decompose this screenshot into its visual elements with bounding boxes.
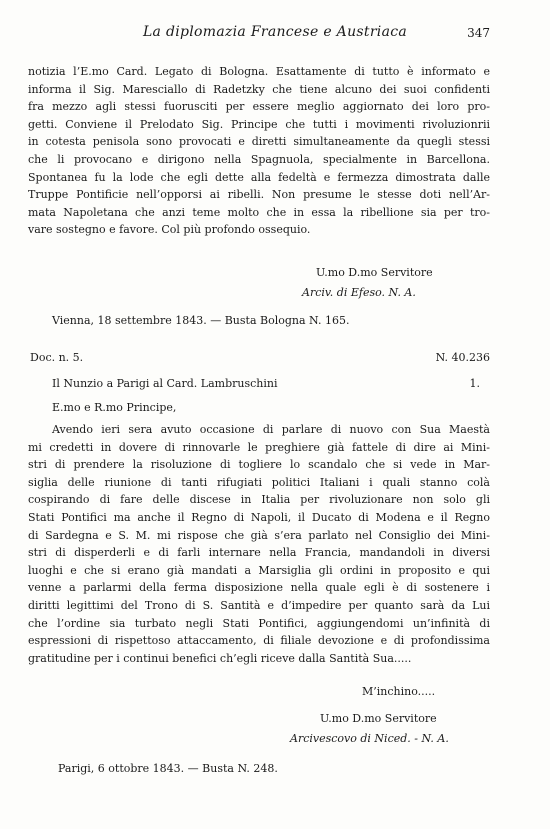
text-line: Truppe Pontificie nell’opporsi ai ribelli. Non presume le stesse doti nell’Ar- — [28, 188, 490, 202]
text-line: stri di prendere la risoluzione di togliere lo scandalo che si vede in Mar- — [28, 458, 490, 472]
text-line: informa il Sig. Maresciallo di Radetzky che tiene alcuno dei suoi confidenti — [28, 82, 490, 96]
letter1-closing: U.mo D.mo Servitore — [316, 266, 433, 279]
text-line: di Sardegna e S. M. mi rispose che già s’era parlato nel Consiglio dei Mini- — [28, 528, 490, 542]
text-line: notizia l’E.mo Card. Legato di Bologna. Esattamente di tutto è informato e — [28, 65, 490, 78]
text-line: cospirando di fare delle discese in Italia per rivoluzionare non solo gli — [28, 493, 490, 507]
text-line: mi credetti in dovere di rinnovarle le preghiere già fattele di dire ai Mini- — [28, 440, 490, 454]
text-line: Spontanea fu la lode che egli dette alla fedeltà e fermezza dimostrata dalle — [28, 170, 490, 184]
doc-label: Doc. n. 5. — [30, 351, 84, 364]
text-line: gratitudine per i continui benefici ch’egli riceve dalla Santità Sua..... — [28, 651, 412, 665]
letter1-signature: Arciv. di Efeso. N. A. — [302, 286, 416, 299]
text-line: Stati Pontifici ma anche il Regno di Napoli, il Ducato di Modena e il Regno — [28, 510, 490, 524]
text-line: venne a parlarmi della ferma disposizione nella quale egli è di sostenere i — [28, 581, 490, 595]
text-line: vare sostegno e favore. Col più profondo ossequio. — [28, 223, 311, 237]
text-line: mata Napoletana che anzi teme molto che in essa la ribellione sia per tro- — [28, 205, 490, 219]
running-header-title: La diplomazia Francese e Austriaca — [142, 24, 408, 40]
text-line: espressioni di rispettoso attaccamento, di filiale devozione e di profondissima — [28, 634, 490, 648]
doc-body — [28, 421, 490, 667]
letter1-body — [28, 63, 490, 239]
doc-heading-num: 1. — [469, 377, 480, 390]
doc-heading: Il Nunzio a Parigi al Card. Lambruschini — [52, 377, 278, 390]
text-line: siglia delle riunione di tanti rifugiati politici Italiani i quali stanno colà — [28, 475, 490, 489]
text-line: luoghi e che si erano già mandati a Marsiglia gli ordini in proposito e qui — [28, 563, 490, 577]
text-line: diritti legittimi del Trono di S. Santità e d’impedire per quanto sarà da Lui — [28, 598, 490, 612]
text-line: che l’ordine sia turbato negli Stati Pontifici, aggiungendomi un’infinità di — [28, 616, 490, 630]
doc-source: Parigi, 6 ottobre 1843. — Busta N. 248. — [58, 762, 278, 775]
text-line: in cotesta penisola sono provocati e diretti simultaneamente da quegli stessi — [28, 135, 490, 149]
doc-closing: U.mo D.mo Servitore — [320, 712, 437, 725]
text-line: Avendo ieri sera avuto occasione di parlare di nuovo con Sua Maestà — [52, 423, 490, 436]
letter1-source: Vienna, 18 settembre 1843. — Busta Bologna N. 165. — [52, 314, 350, 327]
text-line: stri di disperderli e di farli internare nella Francia, mandandoli in diversi — [28, 546, 490, 560]
doc-minchino: M’inchino..... — [362, 685, 436, 698]
page-number: 347 — [467, 26, 490, 40]
doc-number: N. 40.236 — [435, 351, 490, 364]
doc-signature: Arcivescovo di Niced. - N. A. — [290, 732, 449, 745]
text-line: fra mezzo agli stessi fuorusciti per essere meglio aggiornato dei loro pro- — [28, 100, 490, 114]
text-line: getti. Conviene il Prelodato Sig. Principe che tutti i movimenti rivoluzionrii — [28, 117, 490, 131]
text-line: che li provocano e dirigono nella Spagnuola, specialmente in Barcellona. — [28, 152, 490, 166]
doc-salutation: E.mo e R.mo Principe, — [52, 401, 177, 414]
